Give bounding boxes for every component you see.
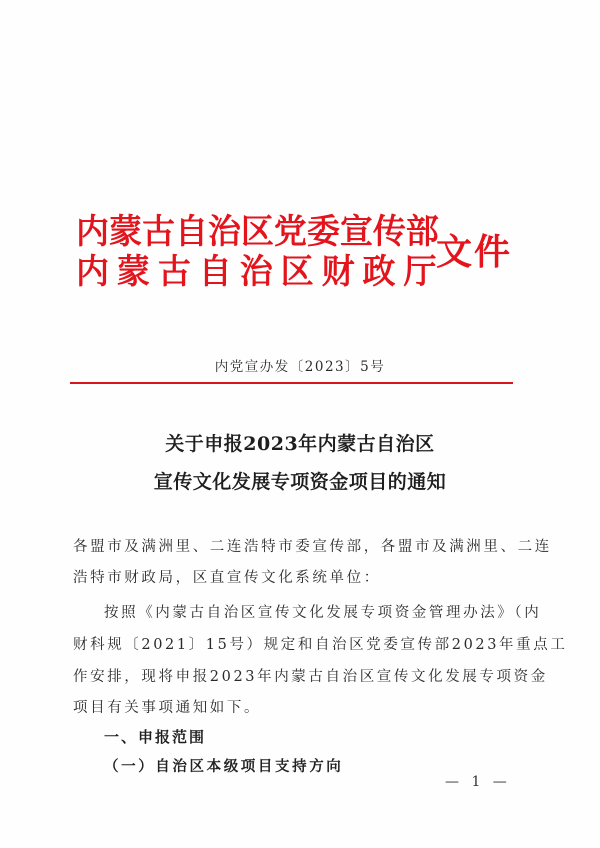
paragraph-line: 作安排，现将申报2023年内蒙古自治区宣传文化发展专项资金 xyxy=(73,669,548,685)
issuer-document-label: 文件 xyxy=(436,231,513,273)
document-title-line-2: 宣传文化发展专项资金项目的通知 xyxy=(153,471,447,493)
issuer-finance-department: 内蒙古自治区财政厅 xyxy=(76,252,445,292)
addressee-line: 各盟市及满洲里、二连浩特市委宣传部，各盟市及满洲里、二连 xyxy=(73,539,552,555)
issuer-names xyxy=(76,212,456,292)
paragraph-line: 项目有关事项通知如下。 xyxy=(73,700,262,716)
document-title-line-1: 关于申报2023年内蒙古自治区 xyxy=(165,433,435,455)
page-number: — 1 — xyxy=(445,774,511,790)
document-number: 内党宣办发〔2023〕5号 xyxy=(214,359,386,375)
issuer-propaganda-department: 内蒙古自治区党委宣传部 xyxy=(76,212,439,252)
issuer-header xyxy=(76,212,536,294)
addressee-line: 浩特市财政局，区直宣传文化系统单位： xyxy=(73,570,381,586)
subsection-heading: （一）自治区本级项目支持方向 xyxy=(104,758,344,775)
red-separator-rule xyxy=(70,382,513,384)
section-heading: 一、申报范围 xyxy=(104,728,207,746)
paragraph-line: 按照《内蒙古自治区宣传文化发展专项资金管理办法》（内 xyxy=(104,605,542,621)
paragraph-line: 财科规〔2021〕15号）规定和自治区党委宣传部2023年重点工 xyxy=(73,637,568,653)
